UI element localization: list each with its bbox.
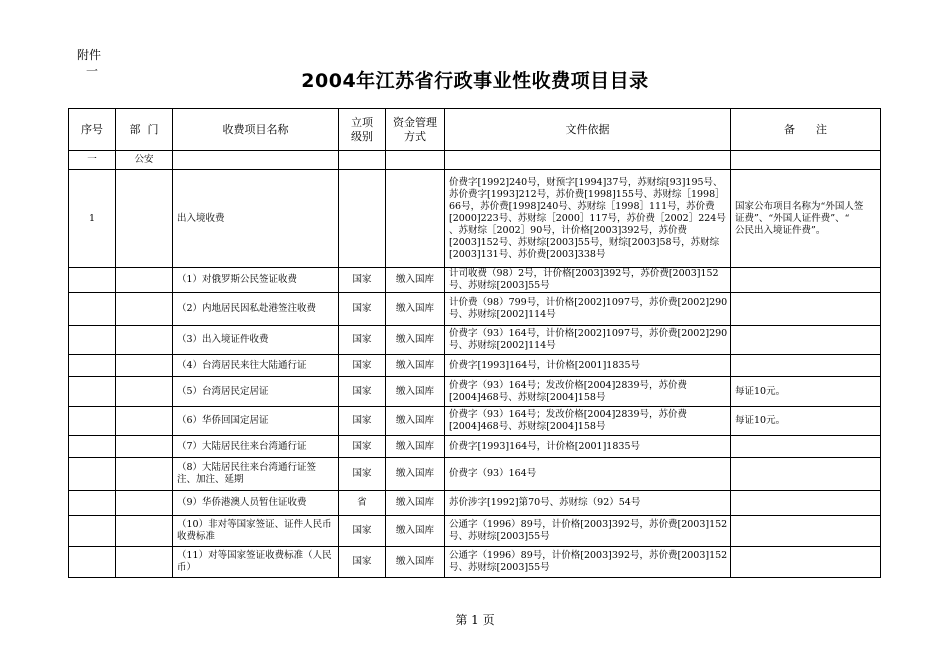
row-index-cell [69,355,116,377]
row-fee-name: （8）大陆居民往来台湾通行证签注、加注、延期 [173,458,339,491]
row-doc [445,547,731,578]
main-item-doc [445,170,731,268]
row-fee-name: （4）台湾居民来往大陆通行证 [173,355,339,377]
table-header-row [69,109,881,151]
main-doc-line: 66号，苏价费[1998]240号、苏财综［1998］111号，苏价费 [449,200,715,212]
row-fund: 缴入国库 [386,516,445,547]
table-row [69,407,881,436]
row-fund: 缴入国库 [386,436,445,458]
row-level: 国家 [339,293,386,326]
row-note: 每证10元。 [731,377,881,407]
col-header-name: 收费项目名称 [173,109,339,151]
row-doc-line: 号、苏财综[2003]55号 [449,562,550,573]
row-fund: 缴入国库 [386,377,445,407]
row-doc-line: 号、苏财综[2003]55号 [449,280,550,291]
row-dept-cell [116,377,173,407]
section-row [69,151,881,170]
row-index-cell [69,268,116,293]
row-dept-cell [116,293,173,326]
row-fund: 缴入国库 [386,491,445,516]
row-dept-cell [116,491,173,516]
col-header-fund-line1: 资金管理 [393,115,437,129]
row-dept-cell [116,407,173,436]
row-level: 国家 [339,377,386,407]
main-item-name: 出入境收费 [173,170,339,268]
table-row [69,377,881,407]
row-fee-name: （7）大陆居民往来台湾通行证 [173,436,339,458]
annex-label: 附件 [77,48,102,62]
row-fund: 缴入国库 [386,293,445,326]
row-level: 国家 [339,355,386,377]
row-level: 国家 [339,516,386,547]
row-doc-line: 价费字（93）164号；发改价格[2004]2839号，苏价费 [449,379,687,391]
row-note [731,516,881,547]
row-doc-line: 号、苏财综[2003]55号 [449,531,550,542]
table-row [69,491,881,516]
row-doc-line: 价费字[1993]164号，计价格[2001]1835号 [449,359,640,371]
row-index-cell [69,458,116,491]
main-doc-line: [2003]131号、苏价费[2003]338号 [449,248,606,260]
table-row [69,436,881,458]
row-index-cell [69,436,116,458]
row-index-cell [69,407,116,436]
row-fee-name: （5）台湾居民定居证 [173,377,339,407]
row-doc [445,355,731,377]
section-index: 一 [69,151,116,170]
table-row [69,355,881,377]
row-note [731,547,881,578]
row-dept-cell [116,516,173,547]
col-header-fund [386,109,445,151]
row-note [731,355,881,377]
row-doc-line: [2004]468号、苏财综[2004]158号 [449,391,606,403]
row-fee-name: （10）非对等国家签证、证件人民币收费标准 [173,516,339,547]
row-doc-line: 价费字（93）164号；发改价格[2004]2839号，苏价费 [449,409,687,420]
table-row [69,326,881,355]
row-note [731,436,881,458]
row-note [731,326,881,355]
page-number: 第 1 页 [455,613,495,627]
row-fee-name: （3）出入境证件收费 [173,326,339,355]
main-doc-line: 苏价费字[1993]212号，苏价费[1998]155号、苏财综［1998］ [449,188,725,200]
table-row [69,516,881,547]
main-item-row [69,170,881,268]
row-doc-line: 号、苏财综[2002]114号 [449,340,556,351]
row-dept-cell [116,355,173,377]
row-doc [445,516,731,547]
col-header-level-line1: 立项 [351,115,373,129]
row-dept-cell [116,268,173,293]
row-doc [445,436,731,458]
row-fee-name: （6）华侨回国定居证 [173,407,339,436]
main-note-line: 国家公布项目名称为“外国人签 [735,200,864,212]
main-item-index: 1 [69,170,116,268]
row-index-cell [69,326,116,355]
row-fee-name: （9）华侨港澳人员暂住证收费 [173,491,339,516]
section-dept: 公安 [116,151,173,170]
row-dept-cell [116,326,173,355]
row-fund: 缴入国库 [386,355,445,377]
table-row [69,268,881,293]
row-index-cell [69,547,116,578]
fee-table [68,108,881,578]
main-doc-line: [2000]223号、苏财综［2000］117号，苏价费［2002］224号 [449,212,726,224]
row-doc [445,458,731,491]
col-header-fund-line2: 方式 [404,129,426,143]
row-note [731,293,881,326]
row-note [731,458,881,491]
row-dept-cell [116,547,173,578]
table-row [69,547,881,578]
row-fee-name: （11）对等国家签证收费标准（人民币） [173,547,339,578]
row-index-cell [69,491,116,516]
row-doc-line: 计司收费（98）2号，计价格[2003]392号，苏价费[2003]152 [449,268,719,279]
row-fund: 缴入国库 [386,458,445,491]
row-fund: 缴入国库 [386,407,445,436]
page-title: 2004年江苏省行政事业性收费项目目录 [301,70,649,92]
col-header-level [339,109,386,151]
main-note-line: 证费”、“外国人证件费”、“ [735,212,850,224]
row-doc-line: [2004]468号、苏财综[2004]158号 [449,421,606,432]
main-doc-line: 价费字[1992]240号，财预字[1994]37号，苏财综[93]195号、 [449,176,723,188]
row-doc-line: 计价费（98）799号，计价格[2002]1097号，苏价费[2002]290 [449,297,728,308]
row-doc [445,377,731,407]
main-doc-line: 、苏财综［2002］90号，计价格[2003]392号，苏价费 [449,224,687,236]
row-level: 国家 [339,407,386,436]
col-header-doc: 文件依据 [445,109,731,151]
row-doc [445,268,731,293]
row-doc-line: 号、苏财综[2002]114号 [449,309,556,320]
row-fund: 缴入国库 [386,326,445,355]
row-index-cell [69,377,116,407]
row-fee-name: （1）对俄罗斯公民签证收费 [173,268,339,293]
col-header-dept: 部 门 [116,109,173,151]
main-doc-line: [2003]152号、苏财综[2003]55号，财综[2003]58号，苏财综 [449,236,720,248]
row-level: 国家 [339,326,386,355]
row-doc [445,326,731,355]
row-doc [445,407,731,436]
annex-number: 一 [86,64,99,78]
main-item-note [731,170,881,268]
row-index-cell [69,293,116,326]
table-row [69,458,881,491]
row-dept-cell [116,436,173,458]
row-doc-line: 公通字（1996）89号，计价格[2003]392号，苏价费[2003]152 [449,519,728,530]
row-doc [445,293,731,326]
table-row [69,293,881,326]
col-header-index: 序号 [69,109,116,151]
row-doc-line: 价费字（93）164号 [449,468,537,479]
row-level: 省 [339,491,386,516]
row-doc [445,491,731,516]
row-level: 国家 [339,458,386,491]
row-level: 国家 [339,436,386,458]
main-note-line: 公民出入境证件费”。 [735,224,826,236]
col-header-note: 备 注 [731,109,881,151]
row-doc-line: 价费字（93）164号，计价格[2002]1097号，苏价费[2002]290 [449,328,728,339]
row-fund: 缴入国库 [386,268,445,293]
row-fund: 缴入国库 [386,547,445,578]
row-doc-line: 价费字[1993]164号，计价格[2001]1835号 [449,440,640,452]
row-note [731,491,881,516]
row-note [731,268,881,293]
col-header-level-line2: 级别 [351,129,373,143]
row-level: 国家 [339,547,386,578]
row-note: 每证10元。 [731,407,881,436]
row-doc-line: 苏价涉字[1992]第70号、苏财综（92）54号 [449,497,641,508]
row-level: 国家 [339,268,386,293]
row-dept-cell [116,458,173,491]
row-doc-line: 公通字（1996）89号，计价格[2003]392号，苏价费[2003]152 [449,550,728,561]
row-fee-name: （2）内地居民因私赴港签注收费 [173,293,339,326]
row-index-cell [69,516,116,547]
